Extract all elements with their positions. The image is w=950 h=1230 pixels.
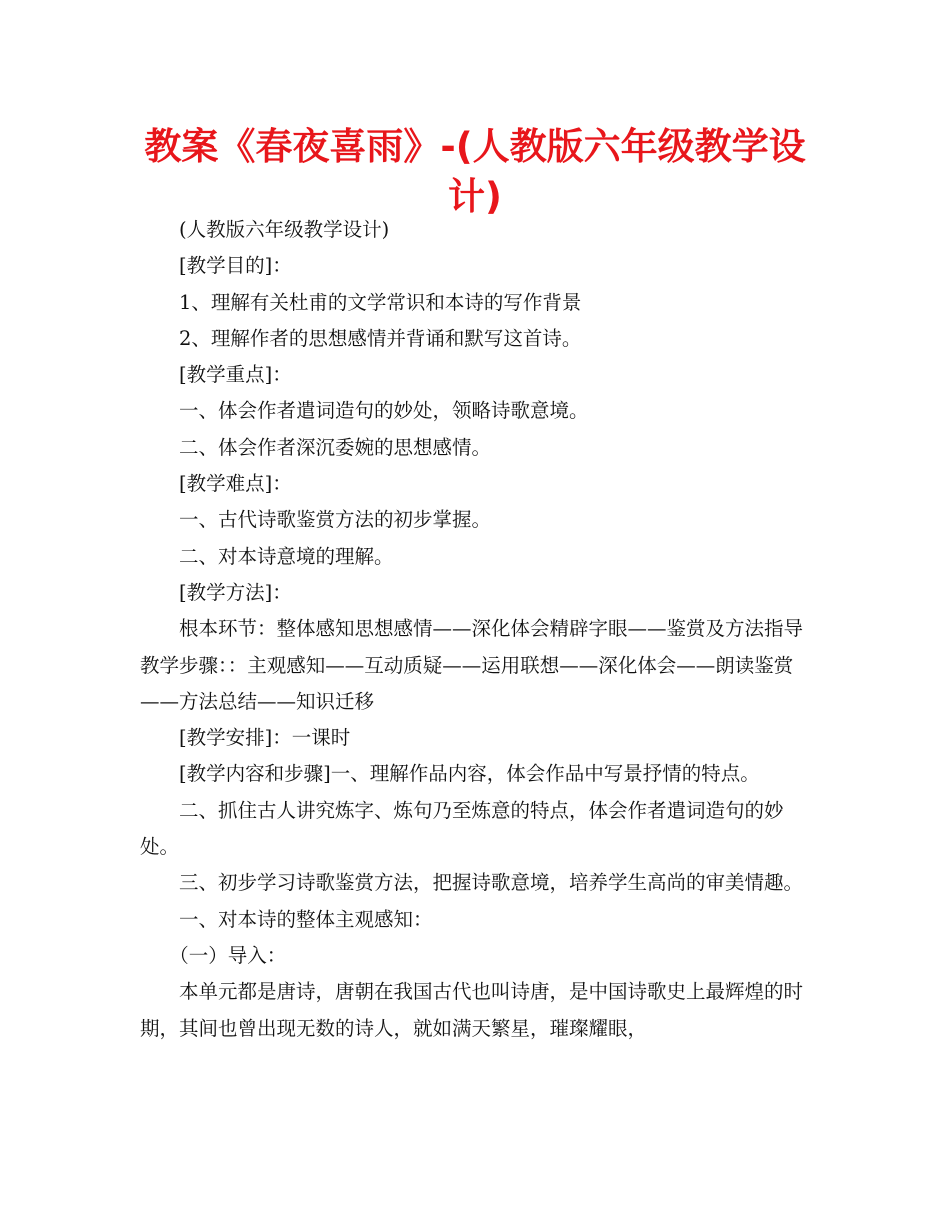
paragraph: [教学内容和步骤]一、理解作品内容，体会作品中写景抒情的特点。 — [179, 762, 760, 786]
paragraph: 一、体会作者遣词造句的妙处，领略诗歌意境。 — [179, 399, 589, 423]
subtitle-paragraph: (人教版六年级教学设计) — [179, 218, 390, 241]
section-heading-objectives: [教学目的]： — [179, 254, 292, 278]
section-heading-difficulties: [教学难点]： — [179, 472, 292, 496]
paragraph: 三、初步学习诗歌鉴赏方法，把握诗歌意境，培养学生高尚的审美情趣。 — [179, 871, 804, 895]
section-heading-methods: [教学方法]： — [179, 580, 292, 604]
paragraph: （一）导入： — [169, 943, 287, 967]
paragraph: 1、理解有关杜甫的文学常识和本诗的写作背景 — [179, 290, 582, 314]
paragraph: 二、抓住古人讲究炼字、炼句乃至炼意的特点，体会作者遣词造句的妙处。 — [140, 798, 784, 859]
paragraph: 一、古代诗歌鉴赏方法的初步掌握。 — [179, 508, 492, 532]
document-body — [140, 212, 812, 1047]
paragraph: 二、体会作者深沉委婉的思想感情。 — [179, 435, 492, 459]
paragraph: 本单元都是唐诗，唐朝在我国古代也叫诗唐，是中国诗歌史上最辉煌的时期，其间也曾出现无数的诗人，就如满天繁星，璀璨耀眼， — [140, 980, 804, 1040]
paragraph: 2、理解作者的思想感情并背诵和默写这首诗。 — [179, 326, 582, 350]
section-heading-key-points: [教学重点]： — [179, 363, 292, 387]
paragraph: 二、对本诗意境的理解。 — [179, 544, 394, 568]
paragraph: 一、对本诗的整体主观感知： — [179, 907, 433, 931]
document-title: 教案《春夜喜雨》-(人教版六年级教学设计) — [144, 125, 806, 218]
paragraph: [教学安排]：一课时 — [179, 726, 351, 750]
paragraph: 根本环节：整体感知思想感情——深化体会精辟字眼——鉴赏及方法指导教学步骤：：主观感知——互动质疑——运用联想——深化体会——朗读鉴赏——方法总结——知识迁移 — [140, 617, 804, 713]
